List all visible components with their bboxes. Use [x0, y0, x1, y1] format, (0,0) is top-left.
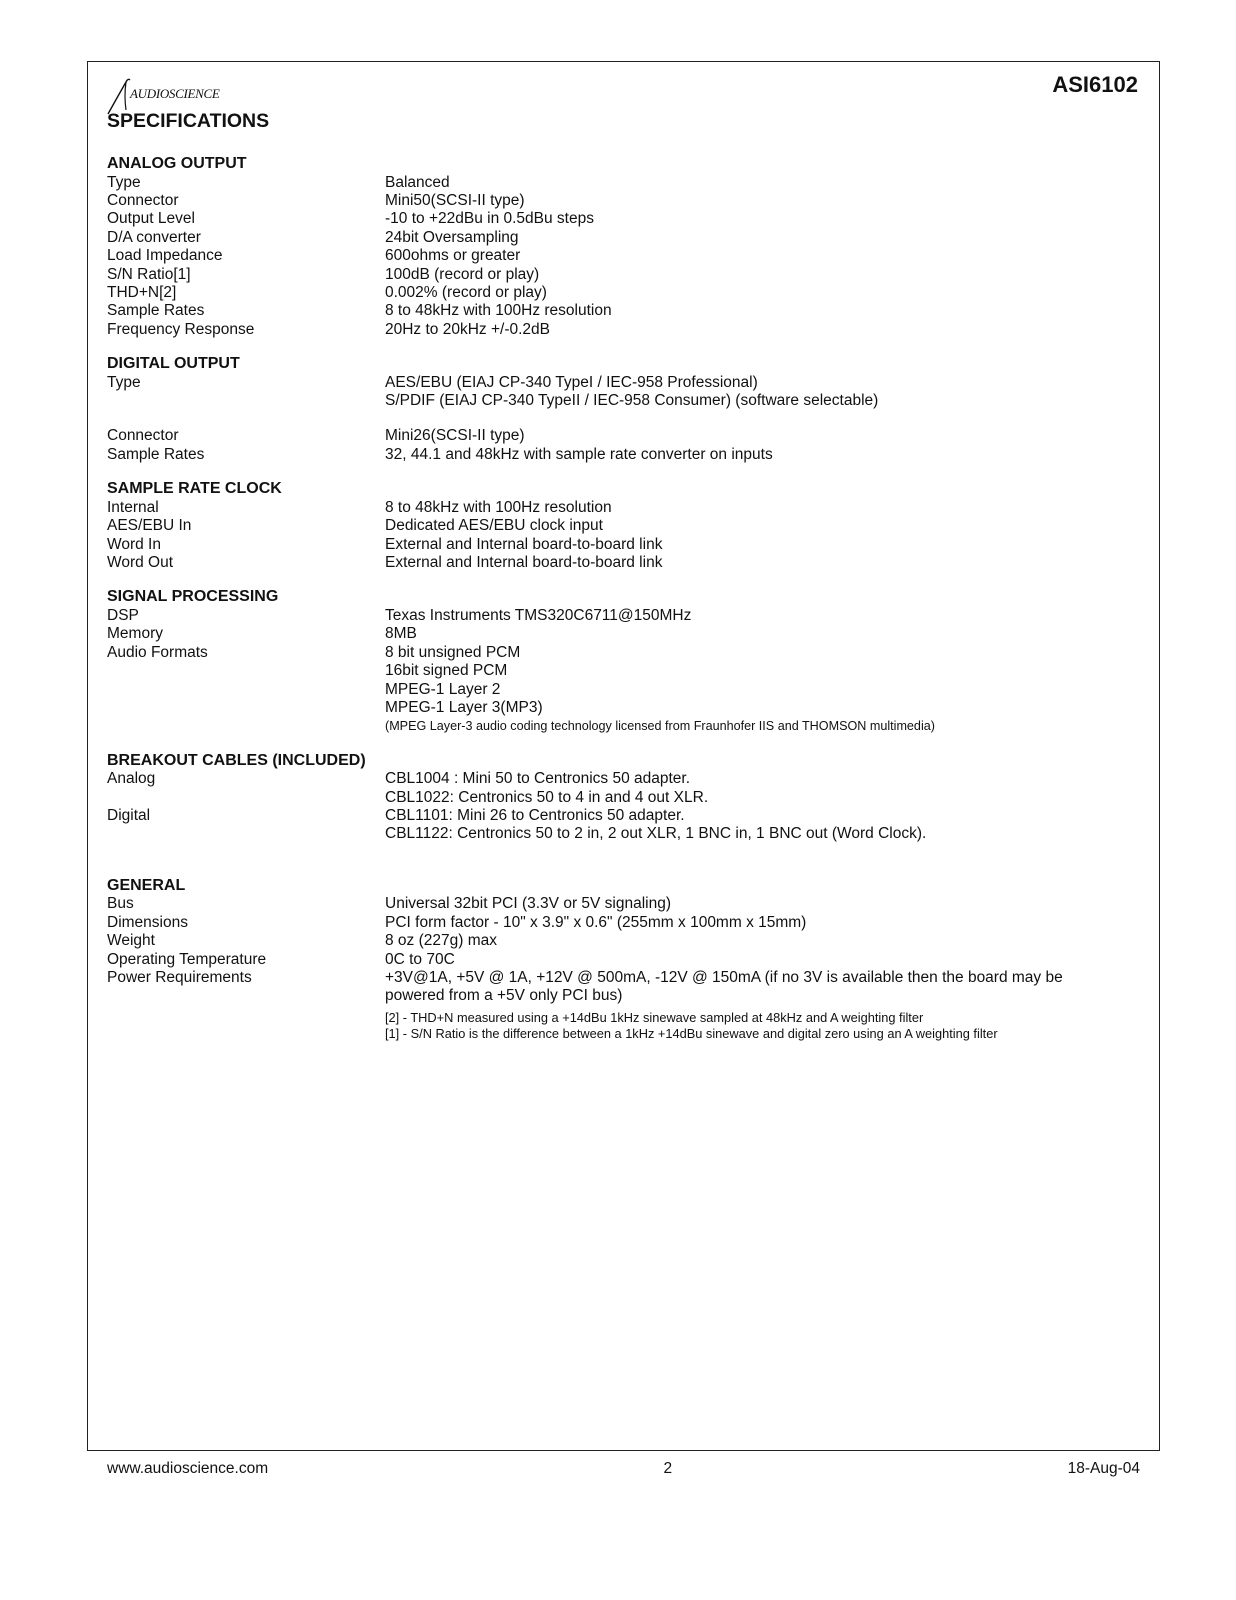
spec-row [107, 302, 1117, 320]
spec-label: Frequency Response [107, 320, 255, 338]
spec-row [107, 517, 1117, 535]
footer-page-number: 2 [663, 1460, 673, 1477]
spec-row [107, 969, 1117, 1006]
spec-row [107, 321, 1117, 339]
spec-row [107, 932, 1117, 950]
spec-value: Mini50(SCSI-II type) [385, 191, 525, 209]
spec-label: Output Level [107, 210, 195, 228]
footnote: [1] - S/N Ratio is the difference between a 1kHz +14dBu sinewave and digital zero using an A weighting filter [385, 1025, 998, 1041]
spec-label: Sample Rates [107, 445, 205, 463]
spec-label: AES/EBU In [107, 517, 192, 535]
spec-value: 20Hz to 20kHz +/-0.2dB [385, 320, 550, 338]
spec-label: Bus [107, 895, 134, 913]
spec-row [107, 446, 1117, 464]
spec-value: 32, 44.1 and 48kHz with sample rate converter on inputs [385, 445, 773, 463]
spec-row [107, 625, 1117, 643]
footnotes [385, 1010, 1117, 1042]
section-signal-processing [107, 588, 1117, 735]
spec-value [385, 770, 1117, 807]
spec-label: Connector [107, 191, 179, 209]
spec-label: Connector [107, 427, 179, 445]
spec-value: 8 oz (227g) max [385, 932, 497, 950]
spec-value [385, 644, 1117, 736]
spec-label: D/A converter [107, 228, 201, 246]
section-title: DIGITAL OUTPUT [107, 355, 240, 373]
spec-value: 600ohms or greater [385, 247, 521, 265]
footer-website: www.audioscience.com [107, 1460, 269, 1477]
spec-value [385, 807, 1117, 844]
section-title: SAMPLE RATE CLOCK [107, 480, 282, 498]
spec-label: Type [107, 373, 141, 391]
page-footer [107, 1460, 1140, 1478]
section-title: BREAKOUT CABLES (INCLUDED) [107, 751, 366, 769]
spec-label: Load Impedance [107, 247, 223, 265]
spec-row [107, 374, 1117, 411]
spec-row [107, 807, 1117, 844]
value-line: MPEG-1 Layer 3(MP3) [385, 698, 543, 716]
spec-value: Universal 32bit PCI (3.3V or 5V signaling) [385, 895, 672, 913]
spec-value: PCI form factor - 10" x 3.9" x 0.6" (255mm x 100mm x 15mm) [385, 913, 807, 931]
value-line: 16bit signed PCM [385, 662, 508, 680]
spec-label: Internal [107, 498, 159, 516]
spec-label: THD+N[2] [107, 283, 177, 301]
spec-row [107, 192, 1117, 210]
section-sample-rate-clock [107, 480, 1117, 572]
spec-row [107, 951, 1117, 969]
value-line: powered from a +5V only PCI bus) [385, 987, 623, 1005]
spec-label: Memory [107, 625, 163, 643]
spec-label: Analog [107, 770, 156, 788]
spec-value: 8MB [385, 625, 417, 643]
spec-label: Weight [107, 932, 155, 950]
footer-date: 18-Aug-04 [1067, 1460, 1140, 1477]
spec-row [107, 770, 1117, 807]
spec-value [385, 374, 1117, 411]
spec-value: External and Internal board-to-board link [385, 535, 663, 553]
spec-row [107, 499, 1117, 517]
value-line: CBL1101: Mini 26 to Centronics 50 adapter. [385, 807, 685, 825]
page-title: SPECIFICATIONS [107, 110, 270, 132]
spec-row [107, 247, 1117, 265]
spec-row [107, 914, 1117, 932]
spec-value: Texas Instruments TMS320C6711@150MHz [385, 606, 692, 624]
value-line: CBL1122: Centronics 50 to 2 in, 2 out XLR, 1 BNC in, 1 BNC out (Word Clock). [385, 825, 927, 843]
spec-value: 100dB (record or play) [385, 265, 540, 283]
spec-value: External and Internal board-to-board link [385, 554, 663, 571]
logo-text: AUDIOSCIENCE [130, 86, 220, 101]
spec-value: Dedicated AES/EBU clock input [385, 517, 603, 535]
spec-value [385, 969, 1117, 1006]
footnote: [2] - THD+N measured using a +14dBu 1kHz sinewave sampled at 48kHz and A weighting filter [385, 1009, 924, 1025]
spec-row [107, 895, 1117, 913]
section-breakout-cables [107, 752, 1117, 844]
spec-value: 24bit Oversampling [385, 228, 519, 246]
spec-label: Power Requirements [107, 969, 252, 986]
spec-row [107, 266, 1117, 284]
spec-label: Word Out [107, 554, 174, 571]
spec-row [107, 210, 1117, 228]
spec-row [107, 174, 1117, 192]
spec-row [107, 427, 1117, 445]
spec-label: Digital [107, 807, 151, 825]
spec-label: S/N Ratio[1] [107, 265, 191, 283]
specifications-content [107, 155, 1117, 1058]
spec-row [107, 644, 1117, 736]
value-line: S/PDIF (EIAJ CP-340 TypeII / IEC-958 Consumer) (software selectable) [385, 392, 879, 410]
spec-value: -10 to +22dBu in 0.5dBu steps [385, 210, 594, 228]
spec-row [107, 607, 1117, 625]
spec-value: 8 to 48kHz with 100Hz resolution [385, 302, 612, 320]
section-title: SIGNAL PROCESSING [107, 588, 279, 606]
spec-label: Audio Formats [107, 643, 208, 661]
spec-value: 8 to 48kHz with 100Hz resolution [385, 498, 612, 516]
spec-label: Dimensions [107, 913, 188, 931]
value-line: MPEG-1 Layer 2 [385, 680, 501, 698]
spec-row [107, 536, 1117, 554]
section-analog-output [107, 155, 1117, 339]
value-line: CBL1022: Centronics 50 to 4 in and 4 out XLR. [385, 788, 709, 806]
spec-label: Type [107, 173, 141, 191]
spec-value: Balanced [385, 173, 450, 191]
value-line: 8 bit unsigned PCM [385, 643, 521, 661]
spec-row [107, 554, 1117, 572]
spec-label: DSP [107, 606, 139, 624]
section-title: GENERAL [107, 876, 186, 894]
spec-value: 0C to 70C [385, 950, 455, 968]
value-line: AES/EBU (EIAJ CP-340 TypeI / IEC-958 Professional) [385, 373, 758, 391]
spec-row [107, 284, 1117, 302]
spec-value: 0.002% (record or play) [385, 283, 547, 301]
section-title: ANALOG OUTPUT [107, 155, 247, 172]
section-general [107, 877, 1117, 1042]
spec-label: Operating Temperature [107, 950, 267, 968]
spec-label: Word In [107, 535, 161, 553]
model-number: ASI6102 [1052, 72, 1138, 97]
section-digital-output [107, 355, 1117, 464]
value-line: CBL1004 : Mini 50 to Centronics 50 adapter. [385, 770, 691, 788]
spec-row [107, 229, 1117, 247]
spec-label: Sample Rates [107, 302, 205, 320]
licensing-note: (MPEG Layer-3 audio coding technology licensed from Fraunhofer IIS and THOMSON multimedia) [385, 719, 935, 734]
spec-value: Mini26(SCSI-II type) [385, 427, 525, 445]
value-line: +3V@1A, +5V @ 1A, +12V @ 500mA, -12V @ 150mA (if no 3V is available then the board may be [385, 969, 1063, 986]
